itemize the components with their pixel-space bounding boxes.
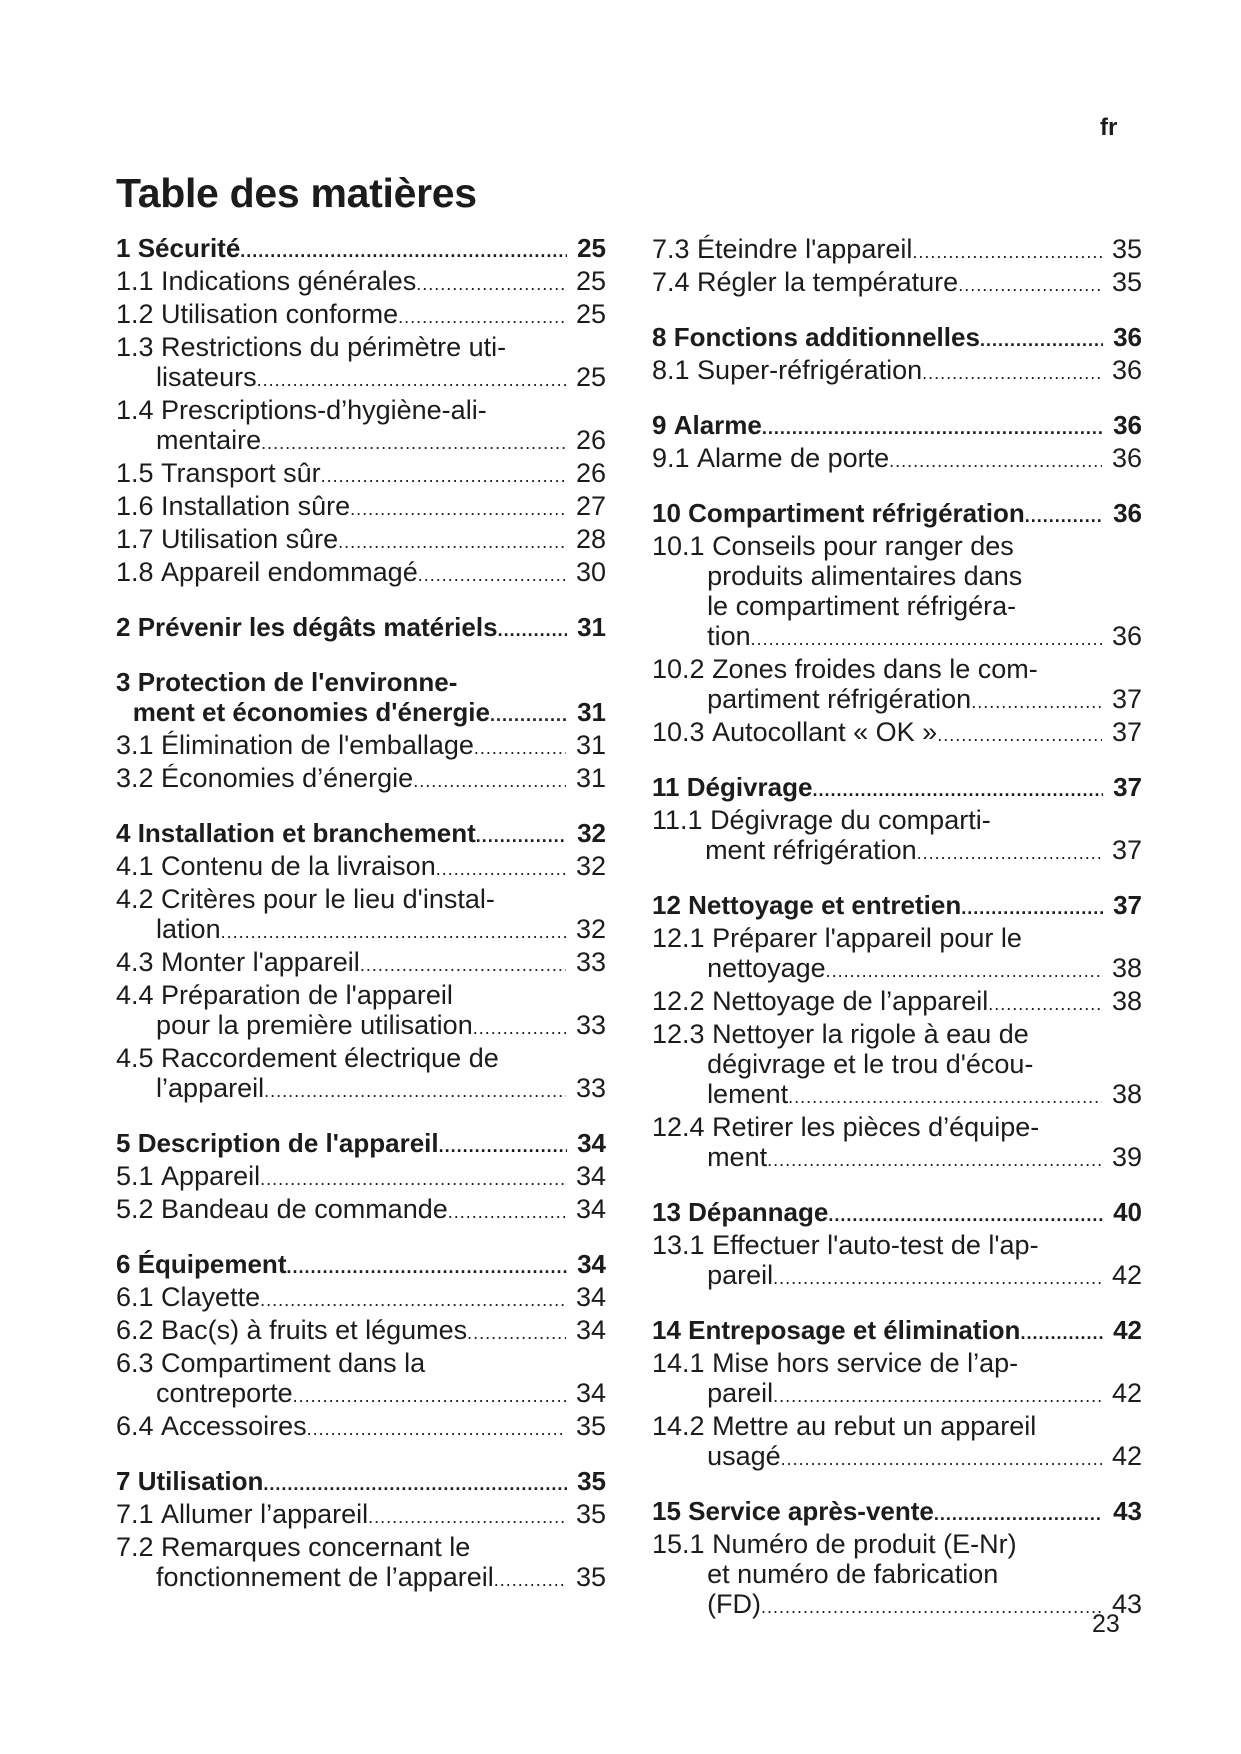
- toc-entry-text: le compartiment réfrigéra-: [707, 591, 1017, 621]
- toc-section[interactable]: [116, 1499, 606, 1532]
- toc-entry-text: tion: [707, 621, 751, 651]
- toc-page-number: 26: [575, 425, 606, 455]
- toc-entry-text: Éteindre l'appareil: [697, 234, 913, 264]
- toc-page-number: 35: [1111, 234, 1142, 264]
- toc-section[interactable]: [652, 267, 1142, 300]
- dot-leader: [1020, 1315, 1103, 1348]
- toc-entry-text: Régler la température: [697, 267, 959, 297]
- toc-entry-text: Contenu de la livraison: [161, 851, 436, 881]
- toc-entry-number: 15: [652, 1496, 689, 1526]
- toc-entry-text: Monter l'appareil: [161, 947, 360, 977]
- toc-entry-number: 2: [116, 612, 138, 642]
- toc-entry-number: 11.1: [652, 805, 711, 835]
- dot-leader: [917, 835, 1102, 868]
- toc-section[interactable]: [116, 491, 606, 524]
- toc-entry-text: Installation sûre: [161, 491, 351, 521]
- page-number: 23: [1092, 1610, 1120, 1638]
- toc-entry-text: (FD): [707, 1589, 762, 1619]
- toc-page-number: 40: [1113, 1197, 1142, 1227]
- toc-page-number: 34: [575, 1282, 606, 1312]
- toc-chapter[interactable]: [652, 1315, 1142, 1348]
- toc-entry-number: 9: [652, 410, 674, 440]
- toc-page-number: 42: [1111, 1441, 1142, 1471]
- toc-page-number: 38: [1111, 986, 1142, 1016]
- toc-entry-text: Installation et branchement: [137, 818, 476, 848]
- toc-entry-text: Accessoires: [161, 1411, 307, 1441]
- dot-leader: [436, 851, 566, 884]
- toc-page-number: 37: [1111, 684, 1142, 714]
- dot-leader: [338, 524, 566, 557]
- toc-chapter[interactable]: [116, 233, 606, 266]
- dot-leader: [1025, 498, 1103, 531]
- dot-leader: [788, 1079, 1102, 1112]
- dot-leader: [257, 362, 566, 395]
- toc-section[interactable]: [652, 531, 1142, 654]
- toc-entry-text: Mise hors service de l’ap-: [712, 1348, 1019, 1378]
- toc-entry-number: 1.5: [116, 458, 162, 488]
- toc-entry-number: 12: [652, 890, 689, 920]
- toc-chapter[interactable]: [652, 772, 1142, 805]
- toc-entry-number: 4.5: [116, 1043, 162, 1073]
- toc-section[interactable]: [116, 557, 606, 590]
- toc-page-number: 25: [577, 233, 606, 263]
- dot-leader: [751, 621, 1102, 654]
- dot-leader: [418, 557, 566, 590]
- toc-entry-text: Équipement: [137, 1249, 287, 1279]
- dot-leader: [761, 1589, 1102, 1622]
- toc-section[interactable]: [652, 717, 1142, 750]
- toc-chapter[interactable]: [116, 1128, 606, 1161]
- toc-page-number: 37: [1113, 772, 1142, 802]
- toc-chapter[interactable]: [116, 667, 606, 730]
- toc-entry-text: Effectuer l'auto-test de l'ap-: [712, 1230, 1039, 1260]
- toc-entry-text: lation: [156, 914, 221, 944]
- toc-page-number: 35: [575, 1499, 606, 1529]
- toc-entry-number: 1: [116, 233, 138, 263]
- toc-entry-text: Dégivrage du comparti-: [710, 805, 991, 835]
- toc-chapter[interactable]: [116, 612, 606, 645]
- toc-entry-number: 4.2: [116, 884, 162, 914]
- toc-entry-text: Compartiment dans la: [161, 1348, 426, 1378]
- dot-leader: [293, 1378, 566, 1411]
- dot-leader: [321, 458, 566, 491]
- toc-page-number: 32: [577, 818, 606, 848]
- toc-entry-text: ment: [707, 1142, 768, 1172]
- toc-entry-text: Utilisation conforme: [161, 299, 399, 329]
- toc-entry-text: Utilisation sûre: [161, 524, 339, 554]
- toc-page-number: 30: [575, 557, 606, 587]
- toc-page-number: 37: [1111, 717, 1142, 747]
- dot-leader: [448, 1194, 566, 1227]
- toc-entry-text: lement: [707, 1079, 789, 1109]
- dot-leader: [490, 697, 567, 730]
- toc-entry-text: pareil: [707, 1260, 774, 1290]
- dot-leader: [473, 1010, 566, 1043]
- toc-entry-number: 1.8: [116, 557, 162, 587]
- toc-page-number: 31: [575, 730, 606, 760]
- toc-entry-text: ment et économies d'énergie: [132, 697, 490, 727]
- toc-entry-number: 4: [116, 818, 138, 848]
- toc-section[interactable]: [652, 443, 1142, 476]
- toc-page-number: 33: [575, 947, 606, 977]
- toc-entry-text: Numéro de produit (E-Nr): [712, 1529, 1017, 1559]
- toc-entry-number: 6.2: [116, 1315, 162, 1345]
- toc-page-number: 25: [575, 266, 606, 296]
- toc-entry-text: Dépannage: [688, 1197, 829, 1227]
- toc-entry-number: 6.1: [116, 1282, 162, 1312]
- toc-entry-number: 7.1: [116, 1499, 162, 1529]
- toc-section[interactable]: [116, 458, 606, 491]
- language-label: fr: [1100, 114, 1118, 141]
- toc-entry-number: 1.6: [116, 491, 162, 521]
- toc-entry-number: 5.1: [116, 1161, 162, 1191]
- toc-page-number: 42: [1113, 1315, 1142, 1345]
- dot-leader: [307, 1411, 566, 1444]
- toc-entry-text: dégivrage et le trou d'écou-: [707, 1049, 1034, 1079]
- dot-leader: [240, 233, 567, 266]
- toc-section[interactable]: [116, 1315, 606, 1348]
- toc-column-left: [116, 233, 606, 1595]
- toc-page-number: 36: [1113, 410, 1142, 440]
- toc-section[interactable]: [116, 947, 606, 980]
- toc-entry-number: 4.1: [116, 851, 162, 881]
- dot-leader: [812, 772, 1103, 805]
- toc-page-number: 35: [575, 1411, 606, 1441]
- toc-section[interactable]: [116, 266, 606, 299]
- dot-leader: [221, 914, 566, 947]
- toc-page-number: 37: [1113, 890, 1142, 920]
- dot-leader: [781, 1441, 1102, 1474]
- toc-section[interactable]: [652, 1112, 1142, 1175]
- toc-entry-number: 4.3: [116, 947, 162, 977]
- toc-entry-number: 14.1: [652, 1348, 713, 1378]
- toc-chapter[interactable]: [652, 1496, 1142, 1529]
- toc-entry-text: Indications générales: [161, 266, 417, 296]
- toc-entry-number: 10.2: [652, 654, 713, 684]
- toc-section[interactable]: [652, 923, 1142, 986]
- dot-leader: [828, 1197, 1103, 1230]
- toc-entry-text: Conseils pour ranger des: [712, 531, 1014, 561]
- toc-entry-text: Nettoyer la rigole à eau de: [712, 1019, 1029, 1049]
- toc-entry-number: 7.4: [652, 267, 698, 297]
- toc-section[interactable]: [652, 805, 1142, 868]
- toc-page-number: 43: [1111, 1589, 1142, 1619]
- dot-leader: [286, 1249, 567, 1282]
- toc-page-number: 32: [575, 851, 606, 881]
- toc-entry-text: Raccordement électrique de: [161, 1043, 499, 1073]
- toc-entry-number: 9.1: [652, 443, 698, 473]
- toc-entry-number: 3.1: [116, 730, 162, 760]
- toc-entry-number: 10: [652, 498, 689, 528]
- toc-page-number: 38: [1111, 953, 1142, 983]
- dot-leader: [937, 717, 1102, 750]
- toc-entry-text: Remarques concernant le: [161, 1532, 471, 1562]
- dot-leader: [368, 1499, 566, 1532]
- toc-entry-number: 1.1: [116, 266, 162, 296]
- toc-entry-number: 7: [116, 1466, 138, 1496]
- toc-section[interactable]: [116, 1043, 606, 1106]
- toc-section[interactable]: [116, 524, 606, 557]
- toc-section[interactable]: [116, 1194, 606, 1227]
- toc-entry-text: Transport sûr: [161, 458, 321, 488]
- toc-entry-number: 5.2: [116, 1194, 162, 1224]
- toc-entry-text: Appareil endommagé: [161, 557, 418, 587]
- toc-page-number: 33: [575, 1073, 606, 1103]
- toc-entry-number: 13.1: [652, 1230, 713, 1260]
- toc-entry-number: 12.4: [652, 1112, 713, 1142]
- toc-page-number: 38: [1111, 1079, 1142, 1109]
- dot-leader: [476, 818, 567, 851]
- toc-entry-text: mentaire: [156, 425, 262, 455]
- toc-entry-text: usagé: [707, 1441, 781, 1471]
- toc-section[interactable]: [652, 1411, 1142, 1474]
- toc-entry-number: 8.1: [652, 355, 698, 385]
- toc-page-number: 34: [575, 1161, 606, 1191]
- toc-entry-number: 14.2: [652, 1411, 713, 1441]
- toc-section[interactable]: [116, 332, 606, 395]
- toc-entry-text: Zones froides dans le com-: [712, 654, 1038, 684]
- toc-page-number: 39: [1111, 1142, 1142, 1172]
- toc-entry-text: pour la première utilisation: [156, 1010, 473, 1040]
- dot-leader: [261, 425, 566, 458]
- toc-entry-text: Appareil: [161, 1161, 261, 1191]
- toc-entry-text: Élimination de l'emballage: [161, 730, 474, 760]
- toc-entry-number: 3.2: [116, 763, 162, 793]
- toc-section[interactable]: [116, 763, 606, 796]
- toc-entry-text: Économies d’énergie: [161, 763, 414, 793]
- toc-entry-text: produits alimentaires dans: [707, 561, 1023, 591]
- toc-page-number: 42: [1111, 1260, 1142, 1290]
- toc-page-number: 31: [577, 612, 606, 642]
- toc-entry-text: et numéro de fabrication: [707, 1559, 999, 1589]
- toc-page-number: 35: [1111, 267, 1142, 297]
- toc-entry-text: Protection de l'environne-: [137, 667, 458, 697]
- toc-entry-text: Alarme de porte: [697, 443, 890, 473]
- toc-entry-number: 10.3: [652, 717, 713, 747]
- toc-page-number: 35: [575, 1562, 606, 1592]
- toc-page-number: 31: [575, 763, 606, 793]
- toc-entry-text: Fonctions additionnelles: [673, 322, 980, 352]
- toc-entry-text: partiment réfrigération: [707, 684, 972, 714]
- toc-entry-number: 7.2: [116, 1532, 162, 1562]
- toc-page-number: 43: [1113, 1496, 1142, 1526]
- toc-section[interactable]: [652, 986, 1142, 1019]
- toc-section[interactable]: [116, 730, 606, 763]
- toc-entry-number: 1.3: [116, 332, 162, 362]
- toc-entry-text: lisateurs: [156, 362, 257, 392]
- dot-leader: [773, 1378, 1102, 1411]
- toc-entry-number: 13: [652, 1197, 689, 1227]
- toc-chapter[interactable]: [116, 1466, 606, 1499]
- toc-chapter[interactable]: [652, 498, 1142, 531]
- toc-entry-number: 12.1: [652, 923, 713, 953]
- toc-entry-text: Allumer l’appareil: [161, 1499, 369, 1529]
- toc-entry-text: Nettoyage de l’appareil: [712, 986, 989, 1016]
- toc-entry-text: Utilisation: [137, 1466, 264, 1496]
- toc-section[interactable]: [116, 1348, 606, 1411]
- toc-page-number: 36: [1113, 498, 1142, 528]
- toc-page-number: 33: [575, 1010, 606, 1040]
- toc-entry-number: 6.3: [116, 1348, 162, 1378]
- toc-page-number: 25: [575, 362, 606, 392]
- toc-entry-text: Préparation de l'appareil: [161, 980, 453, 1010]
- dot-leader: [260, 1282, 566, 1315]
- dot-leader: [260, 1161, 566, 1194]
- toc-entry-text: Alarme: [673, 410, 762, 440]
- dot-leader: [934, 1496, 1103, 1529]
- toc-entry-text: pareil: [707, 1378, 774, 1408]
- dot-leader: [773, 1260, 1102, 1293]
- toc-section[interactable]: [116, 1161, 606, 1194]
- toc-entry-text: Super-réfrigération: [697, 355, 923, 385]
- toc-page-number: 36: [1111, 621, 1142, 651]
- dot-leader: [826, 953, 1102, 986]
- toc-entry-text: Prévenir les dégâts matériels: [137, 612, 498, 642]
- toc-entry-number: 1.2: [116, 299, 162, 329]
- dot-leader: [762, 410, 1103, 443]
- toc-page-number: 36: [1113, 322, 1142, 352]
- toc-entry-number: 7.3: [652, 234, 698, 264]
- toc-page-number: 31: [577, 697, 606, 727]
- toc-page-number: 36: [1111, 355, 1142, 385]
- dot-leader: [413, 763, 566, 796]
- toc-section[interactable]: [652, 1348, 1142, 1411]
- dot-leader: [988, 986, 1102, 1019]
- toc-entry-text: l’appareil: [156, 1073, 265, 1103]
- toc-entry-number: 3: [116, 667, 138, 697]
- toc-chapter[interactable]: [652, 410, 1142, 443]
- toc-page-number: 34: [577, 1128, 606, 1158]
- toc-entry-text: Compartiment réfrigération: [688, 498, 1025, 528]
- toc-section[interactable]: [116, 1282, 606, 1315]
- toc-entry-text: Sécurité: [137, 233, 241, 263]
- toc-page-number: 34: [577, 1249, 606, 1279]
- toc-page-number: 32: [575, 914, 606, 944]
- dot-leader: [474, 730, 566, 763]
- dot-leader: [912, 234, 1102, 267]
- toc-section[interactable]: [652, 1019, 1142, 1112]
- toc-section[interactable]: [652, 1230, 1142, 1293]
- toc-entry-text: Entreposage et élimination: [688, 1315, 1021, 1345]
- toc-section[interactable]: [652, 1529, 1142, 1622]
- toc-page-number: 36: [1111, 443, 1142, 473]
- dot-leader: [439, 1128, 567, 1161]
- dot-leader: [263, 1466, 567, 1499]
- toc-entry-number: 6.4: [116, 1411, 162, 1441]
- toc-page-number: 27: [575, 491, 606, 521]
- dot-leader: [416, 266, 566, 299]
- toc-section[interactable]: [116, 1532, 606, 1595]
- dot-leader: [958, 267, 1102, 300]
- dot-leader: [922, 355, 1102, 388]
- toc-entry-text: ment réfrigération: [705, 835, 917, 865]
- toc-section[interactable]: [116, 299, 606, 332]
- dot-leader: [264, 1073, 566, 1106]
- dot-leader: [961, 890, 1103, 923]
- toc-entry-text: Restrictions du périmètre uti-: [161, 332, 507, 362]
- toc-entry-text: Mettre au rebut un appareil: [712, 1411, 1037, 1441]
- toc-entry-number: 10.1: [652, 531, 713, 561]
- toc-section[interactable]: [116, 980, 606, 1043]
- toc-page-number: 34: [575, 1378, 606, 1408]
- toc-entry-number: 15.1: [652, 1529, 713, 1559]
- toc-chapter[interactable]: [652, 322, 1142, 355]
- dot-leader: [350, 491, 566, 524]
- toc-entry-text: Critères pour le lieu d'instal-: [161, 884, 495, 914]
- toc-entry-text: Autocollant « OK »: [712, 717, 938, 747]
- dot-leader: [980, 322, 1103, 355]
- toc-chapter[interactable]: [116, 818, 606, 851]
- toc-entry-text: Nettoyage et entretien: [688, 890, 962, 920]
- toc-section[interactable]: [116, 884, 606, 947]
- toc-entry-text: Service après-vente: [688, 1496, 934, 1526]
- toc-entry-text: contreporte: [156, 1378, 293, 1408]
- dot-leader: [971, 684, 1102, 717]
- toc-entry-number: 4.4: [116, 980, 162, 1010]
- toc-entry-number: 14: [652, 1315, 689, 1345]
- toc-chapter[interactable]: [116, 1249, 606, 1282]
- toc-section[interactable]: [116, 1411, 606, 1444]
- toc-section[interactable]: [116, 851, 606, 884]
- dot-leader: [360, 947, 566, 980]
- toc-entry-number: 12.3: [652, 1019, 713, 1049]
- toc-page-number: 34: [575, 1315, 606, 1345]
- page-title: Table des matières: [116, 170, 477, 216]
- toc-entry-text: Prescriptions-d’hygiène-ali-: [161, 395, 487, 425]
- toc-entry-text: Description de l'appareil: [137, 1128, 439, 1158]
- toc-page-number: 28: [575, 524, 606, 554]
- toc-section[interactable]: [652, 234, 1142, 267]
- toc-page-number: 26: [575, 458, 606, 488]
- dot-leader: [398, 299, 566, 332]
- toc-entry-number: 8: [652, 322, 674, 352]
- toc-entry-text: Bac(s) à fruits et légumes: [161, 1315, 468, 1345]
- toc-entry-number: 11: [652, 772, 687, 802]
- toc-entry-text: fonctionnement de l’appareil: [156, 1562, 494, 1592]
- dot-leader: [889, 443, 1102, 476]
- toc-page-number: 34: [575, 1194, 606, 1224]
- toc-entry-text: Clayette: [161, 1282, 261, 1312]
- toc-chapter[interactable]: [652, 890, 1142, 923]
- toc-entry-number: 1.7: [116, 524, 162, 554]
- dot-leader: [498, 612, 568, 645]
- toc-entry-number: 12.2: [652, 986, 713, 1016]
- toc-entry-text: Préparer l'appareil pour le: [712, 923, 1022, 953]
- toc-entry-number: 6: [116, 1249, 138, 1279]
- dot-leader: [494, 1562, 566, 1595]
- toc-entry-text: Dégivrage: [686, 772, 813, 802]
- toc-section[interactable]: [652, 654, 1142, 717]
- toc-page-number: 25: [575, 299, 606, 329]
- toc-entry-text: Retirer les pièces d’équipe-: [712, 1112, 1040, 1142]
- toc-page-number: 42: [1111, 1378, 1142, 1408]
- toc-page-number: 35: [577, 1466, 606, 1496]
- toc-section[interactable]: [652, 355, 1142, 388]
- toc-section[interactable]: [116, 395, 606, 458]
- toc-entry-text: Bandeau de commande: [161, 1194, 448, 1224]
- dot-leader: [467, 1315, 566, 1348]
- toc-page-number: 37: [1111, 835, 1142, 865]
- toc-column-right: [652, 234, 1142, 1622]
- toc-chapter[interactable]: [652, 1197, 1142, 1230]
- toc-entry-text: nettoyage: [707, 953, 826, 983]
- dot-leader: [767, 1142, 1102, 1175]
- toc-entry-number: 1.4: [116, 395, 162, 425]
- toc-entry-number: 5: [116, 1128, 138, 1158]
